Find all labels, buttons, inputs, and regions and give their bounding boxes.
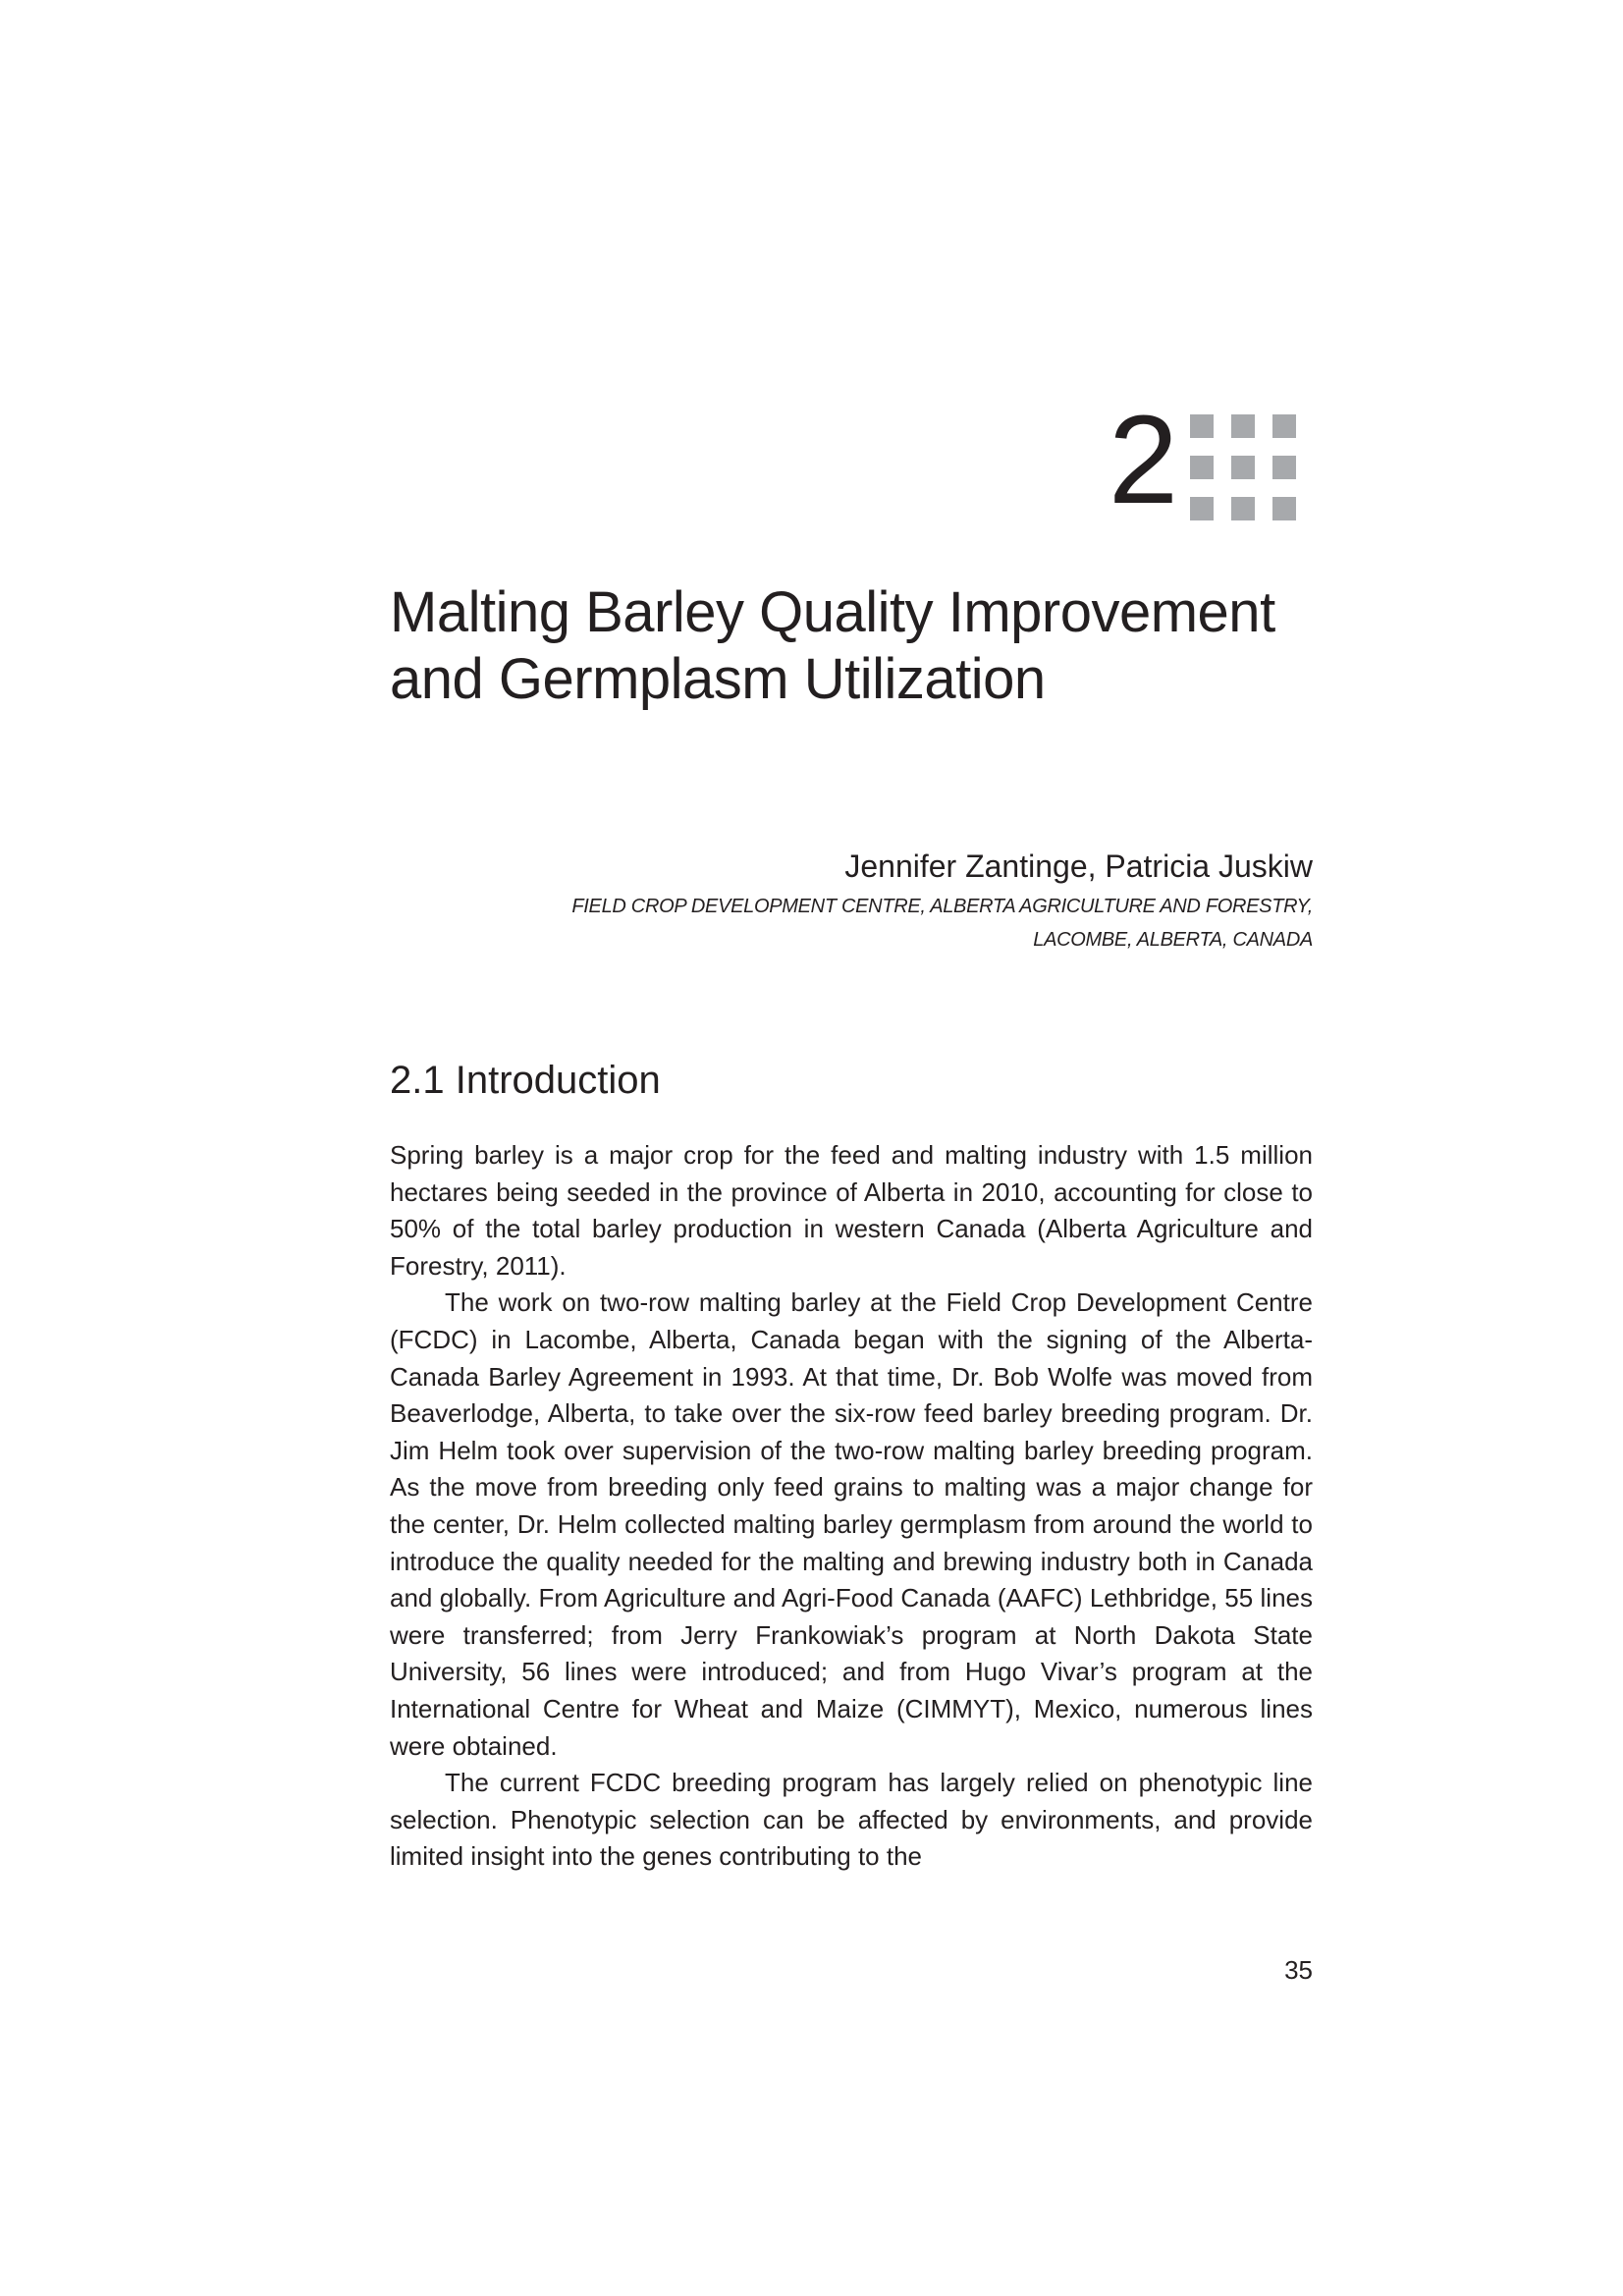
grid-square [1190,414,1214,438]
paragraph: The current FCDC breeding program has largely relied on phenotypic line selection. Phenotypic selection can be affected by environments, and provide limited insight into the genes contributing to the [390,1768,1313,1872]
grid-square [1231,497,1255,520]
affiliation-line2: LACOMBE, ALBERTA, CANADA [1033,929,1313,951]
grid-square [1231,414,1255,438]
grid-square [1272,456,1296,479]
section-heading: 2.1 Introduction [390,1059,661,1102]
chapter-number: 2 [1108,390,1178,530]
authors: Jennifer Zantinge, Patricia Juskiw [844,848,1313,884]
page-number: 35 [1284,1955,1313,1985]
grid-square [1190,497,1214,520]
chapter-title-line1: Malting Barley Quality Improvement [390,580,1275,644]
chapter-grid-ornament [1190,414,1296,520]
chapter-title [390,579,1332,713]
grid-square [1272,497,1296,520]
section-body [390,1137,1313,1876]
paragraph: The work on two-row malting barley at the Field Crop Development Centre (FCDC) in Lacombe, Alberta, Canada began with the signing of the Alberta-Canada Barley Agreement in 1993. At that time, Dr. Bob Wolfe was moved from Beaverlodge, Alberta, to take over the six-row feed barley breeding program. Dr. Jim Helm took over supervision of the two-row malting barley breeding program. As the move from breeding only feed grains to malting was a major change for the center, Dr. Helm collected malting barley germplasm from around the world to introduce the quality needed for the malting and brewing industry both in Canada and globally. From Agriculture and Agri-Food Canada (AAFC) Lethbridge, 55 lines were transferred; from Jerry Frankowiak’s program at North Dakota State University, 56 lines were introduced; and from Hugo Vivar’s program at the International Centre for Wheat and Maize (CIMMYT), Mexico, numerous lines were obtained. [390,1287,1313,1761]
affiliation-line1: FIELD CROP DEVELOPMENT CENTRE, ALBERTA AGRICULTURE AND FORESTRY, [571,896,1313,917]
chapter-title-line2: and Germplasm Utilization [390,647,1046,711]
paragraph: Spring barley is a major crop for the feed and malting industry with 1.5 million hectares being seeded in the province of Alberta in 2010, accounting for close to 50% of the total barley production in western Canada (Alberta Agriculture and Forestry, 2011). [390,1140,1313,1281]
grid-square [1272,414,1296,438]
affiliation [390,890,1313,957]
grid-square [1231,456,1255,479]
grid-square [1190,456,1214,479]
